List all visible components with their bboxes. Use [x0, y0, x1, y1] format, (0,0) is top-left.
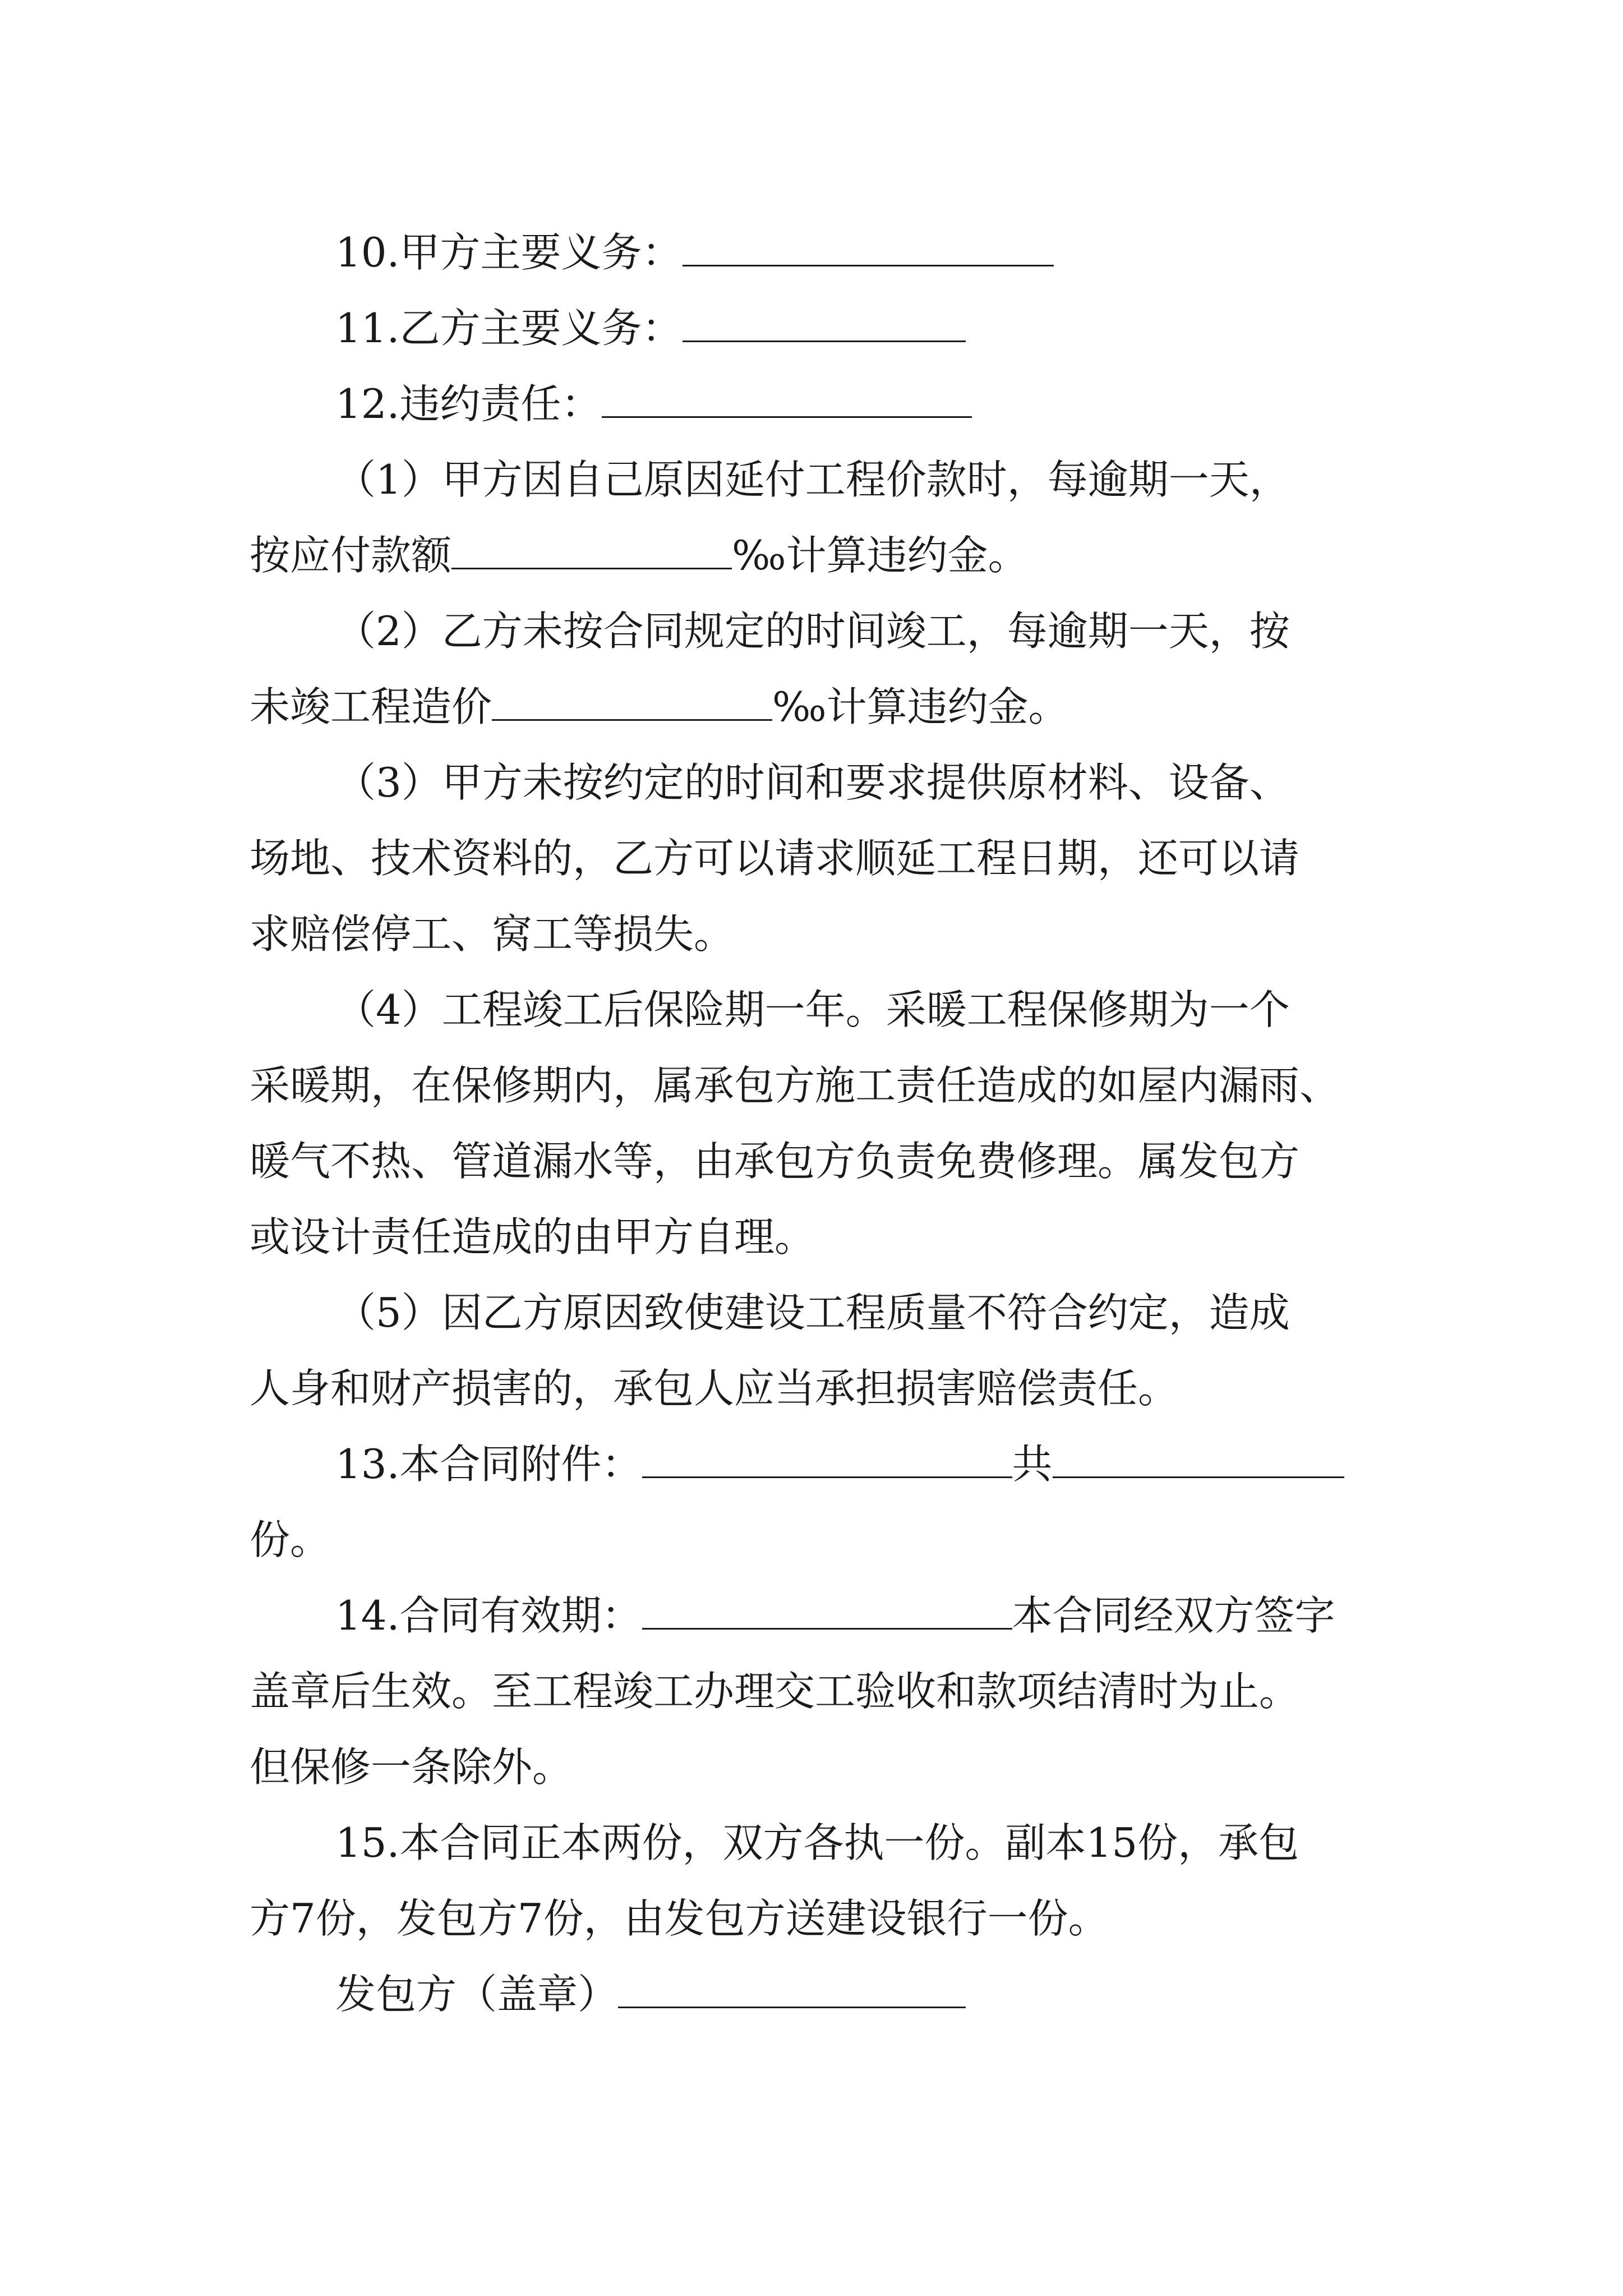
item-12-line — [335, 370, 972, 438]
clause-3-line-3: 求赔偿停工、窝工等损失。 — [250, 910, 735, 958]
item-14-line-1 — [335, 1582, 1335, 1649]
item-10-blank — [683, 232, 1054, 266]
clause-1-line-2 — [250, 522, 1029, 589]
item-10-label: 10.甲方主要义务： — [335, 229, 683, 276]
item-12-blank — [602, 384, 972, 418]
item-14-line-2: 盖章后生效。至工程竣工办理交工验收和款项结清时为止。 — [250, 1668, 1300, 1715]
clause-4-line-2: 采暖期，在保修期内，属承包方施工责任造成的如屋内漏雨、 — [250, 1062, 1340, 1109]
clause-2-blank — [492, 687, 772, 721]
item-13-mid: 共 — [1012, 1441, 1053, 1488]
item-13-line-1 — [335, 1430, 1344, 1498]
clause-1-prefix: 按应付款额 — [250, 532, 452, 579]
item-12-label: 12.违约责任： — [335, 380, 602, 427]
clause-2-prefix: 未竣工程造价 — [250, 683, 492, 730]
signature-label: 发包方（盖章） — [335, 1971, 619, 2018]
clause-1-line-1: （1）甲方因自己原因延付工程价款时，每逾期一天， — [335, 456, 1290, 503]
item-11-label: 11.乙方主要义务： — [335, 305, 683, 352]
item-11-line — [335, 295, 966, 362]
item-13-blank-1 — [642, 1444, 1012, 1478]
item-15-line-1: 15.本合同正本两份，双方各执一份。副本15份，承包 — [335, 1819, 1299, 1866]
item-15-line-2: 方7份，发包方7份，由发包方送建设银行一份。 — [250, 1895, 1109, 1942]
clause-4-line-4: 或设计责任造成的由甲方自理。 — [250, 1213, 815, 1260]
item-14-line-3: 但保修一条除外。 — [250, 1743, 573, 1791]
clause-1-blank — [451, 535, 732, 569]
clause-3-line-2: 场地、技术资料的，乙方可以请求顺延工程日期，还可以请 — [250, 835, 1300, 882]
clause-5-line-2: 人身和财产损害的，承包人应当承担损害赔偿责任。 — [250, 1365, 1179, 1412]
clause-1-suffix: ‰计算违约金。 — [732, 532, 1029, 579]
clause-2-line-2 — [250, 673, 1069, 740]
clause-4-line-3: 暖气不热、管道漏水等，由承包方负责免费修理。属发包方 — [250, 1138, 1300, 1185]
clause-3-line-1: （3）甲方未按约定的时间和要求提供原材料、设备、 — [335, 759, 1290, 806]
item-14-label: 14.合同有效期： — [335, 1592, 642, 1639]
clause-5-line-1: （5）因乙方原因致使建设工程质量不符合约定，造成 — [335, 1289, 1290, 1336]
clause-4-line-1: （4）工程竣工后保险期一年。采暖工程保修期为一个 — [335, 986, 1290, 1033]
item-13-blank-2 — [1053, 1444, 1344, 1478]
item-13-line-2: 份。 — [250, 1516, 331, 1563]
signature-blank — [618, 1974, 966, 2008]
clause-2-line-1: （2）乙方未按合同规定的时间竣工，每逾期一天，按 — [335, 608, 1290, 655]
item-14-tail: 本合同经双方签字 — [1012, 1592, 1335, 1639]
item-14-blank — [642, 1595, 1012, 1630]
signature-line — [335, 1961, 966, 2028]
clause-2-suffix: ‰计算违约金。 — [772, 683, 1069, 730]
item-11-blank — [683, 308, 966, 342]
item-13-label: 13.本合同附件： — [335, 1441, 642, 1488]
item-10-line — [335, 219, 1054, 286]
